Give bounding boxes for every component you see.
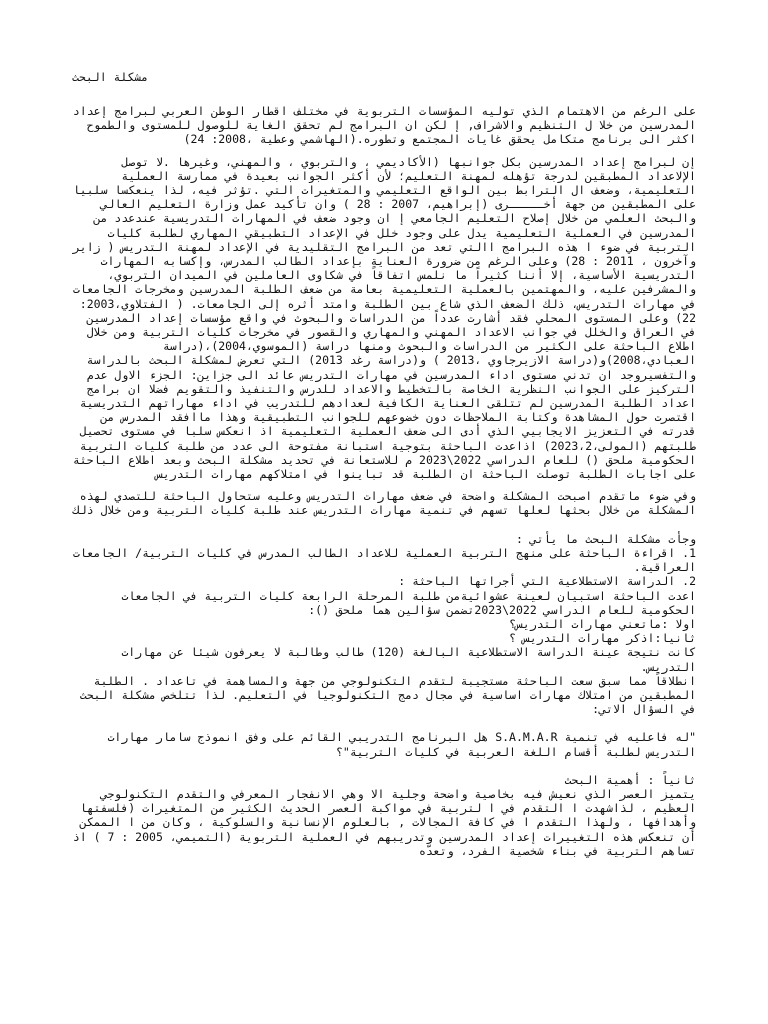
paragraph-body: إن لبرامج إعداد المدرسين بكل جوانبها (الأكاديمي ، والتربوي ، والمهني، وغيرها .لا توصل الإلاعداد المطبقين لدرجة تؤهله لمهنة التعليم؛ لأن أكثر الجوانب بعيدة في ممارسة العملية التعليمية، وضعف ال الترابط بين الواقع التعليمي والمتغيرات التي .تؤثر فيه، لذا ينعكسا سلبيا على المطبقين من جهة أخـــــرى (إبراهيم، 2007 : 28 ) وان تأكيد عمل وزارة التعليم العالي والبحث العلمي من خلال إصلاح التعليم الجامعي إ ان وجود ضعف في المهارات التدريسية عندعدد من المدرسين في العملية التعليمية يدل على وجود خلل في الإعداد التطبيقي المهاري لطلبة كليات التربية في ضوء ا هذه البرامج االتي تعد من البرامج التقليدية في الإعداد لمهنة التدريس ( زاير وآخرون ، 2011 : 28) وعلى الرغم من ضرورة العناية بإعداد الطالب المدرس، وإكسابه المهارات التدريسية الأساسية، إلا أننا كثيراً ما نلمس اتفاقاً في شكاوى العاملين في الميدان التربوي، والمشرفين عليه، والمهتمين بالعملية التعليمية بعامة من ضعف الطلبة المدرسين ومخرجات الجامعات في مهارات التدريس، ذلك الضعف الذي شاع بين الطلبة وامتد أثره إلى الجامعات. ( الفتلاوي،2003: 22) وعلى المستوى المحلي فقد أشارت عدداً من الدراسات والبحوث في واقع مؤسسات إعداد المدرسين في العراق والخلل في جوانب الاعداد المهني والمهاري والقصور في مخرجات كليات التربية ومن خلال اطلاع الباحثة على الكثير من الدراسات والبحوث ومنها دراسة (الموسوي،2004)،(دراسة العبادي،2008)و(دراسة الازيرجاوي ،2013 ) و(دراسة رغد 2013) التي تعرض لمشكلة البحث بالدراسة والتفسيروجد ان تدني مستوى اداء المدرسين في مهارات التدريس عائد الى جزاين: الجزء الاول عدم التركيز على الجوانب النظرية الخاصة بالتخطيط والاعداد للدرس والتنفيذ والتقويم فضلا ان برامج اعداد الطلبة المدرسين لم تتلقى العناية الكافية لعدادهم للتدريب في اداء مهاراتهم التدريسية اقتصرت حول المشاهدة وكتابة الملاحظات دون خضوعهم للجوانب التطبيقية وهذا ماافقد المدرس من قدرته في التعزيز الايجابيي الذي أدى الى ضعف العملية التعليمية اذ انعكس سلبا في مستوى تحصيل طلبتهم (المولى،2023،2) اذاعدت الباحثة بتوجية استبانة مفتوحة الى عدد من طلبة كليات التربية الحكومية ملحق () للعام الدراسي 2022\2023 م للاستعانة في تحديد مشكلة البحث وبعد اطلاع الباحثة على اجابات الطلبة توصلت الباحثة ان الطلبة قد تباينوا في امتلاكهم مهارات التدريس xyxy=(65,154,696,482)
list-item-1: 1. اقراءة الباحثة على منهج التربية العملية للاعداد الطالب المدرس في كليات التربية/ الجامعات العراقية. xyxy=(65,545,696,575)
question-1: اولا :ماتعني مهارات التدريس؟ xyxy=(509,616,696,631)
research-question: "له فاعليه في تنمية S.A.M.A.R هل البرنامج التدريبي القائم على وفق انموذج سامار مهارات التدريس لطلبة أقسام اللغة العربية في كليات التربية"؟ xyxy=(100,730,696,759)
paragraph-importance: يتميز العصر الذي نعيش فيه بخاصية واضحة وجلية الا وهي الانفجار المعرفي والتقدم التكنولوجي العظيم ، لذاشهدت ا التقدم في ا لتربية في مواكبة العصر الحديث الكثير من المتغيرات (فلسفتها وأهدافها ، ولهذا التقدم ا في كافة المجالات , بالعلوم الإنسانية والسلوكية ، وكان من ا الممكن أن تنعكس هذه التغييرات إعداد المدرسين وتدريبهم في العملية التربوية (التميمي، 2005 : 7 ) اذ تساهم التربية في بناء شخصية الفرد، وتعدّه xyxy=(65,786,696,858)
paragraph-conclusion: وفي ضوء ماتقدم اصبحت المشكلة واضحة في ضعف مهارات التدريس وعليه ستحاول الباحثة للتصدي لهذه المشكلة من خلال بحثها لعلها تسهم في تنمية مهارات التدريس عند طلبة كليات التربية ومن خلال ذلك xyxy=(72,489,696,518)
question-2: ثانيا:اذكر مهارات التدريس ؟ xyxy=(509,631,696,646)
problem-intro: وجأت مشكلة البحث ما يأتي : xyxy=(515,531,696,546)
list-item-2: 2. الدراسة الاستطلاعية التي أجراتها الباحثة : xyxy=(398,574,696,589)
paragraph-intro: على الرغم من الاهتمام الذي توليه المؤسسات التربوية في مختلف اقطار الوطن العربي لبرامج إعداد المدرسين من خلا ل التنظيم والاشراف, إ لكن ان البرامج لم تحقق الغاية للوصول للمستوى والطموح اكثر الى برنامج متكامل يحقق غايات المجتمع وتطوره.(الهاشمي وعطية ،2008: 24) xyxy=(65,104,696,147)
section-heading-importance: ثانياً : أهمية البحث xyxy=(564,772,696,787)
survey-result: كانت نتيجة عينة الدراسة الاستطلاعية البالغة (120) طالب وطالبة لا يعرفون شيئا عن مهارات التدريس. xyxy=(114,645,696,674)
survey-description: اعدت الباحثة استبيان لعينة عشوائيةمن طلبة المرحلة الرابعة كليات التربية في الجامعات الحكومية للعام الدراسي 2022\2023تضمن سؤالين هما ملحق (): xyxy=(114,588,696,617)
research-motivation: انطلاقاً مما سبق سعت الباحثة مستجيبة لتقدم التكنولوجي من جهة والمساهمة في تاعداد . الطلبة المطبقين من امتلاك مهارات اساسية في مجال دمج التكنولوجيا في التعليم. لذا تتلخص مشكلة البحث في السؤال الاتي: xyxy=(72,673,696,717)
page-title: مشكلة البحث xyxy=(72,70,149,84)
